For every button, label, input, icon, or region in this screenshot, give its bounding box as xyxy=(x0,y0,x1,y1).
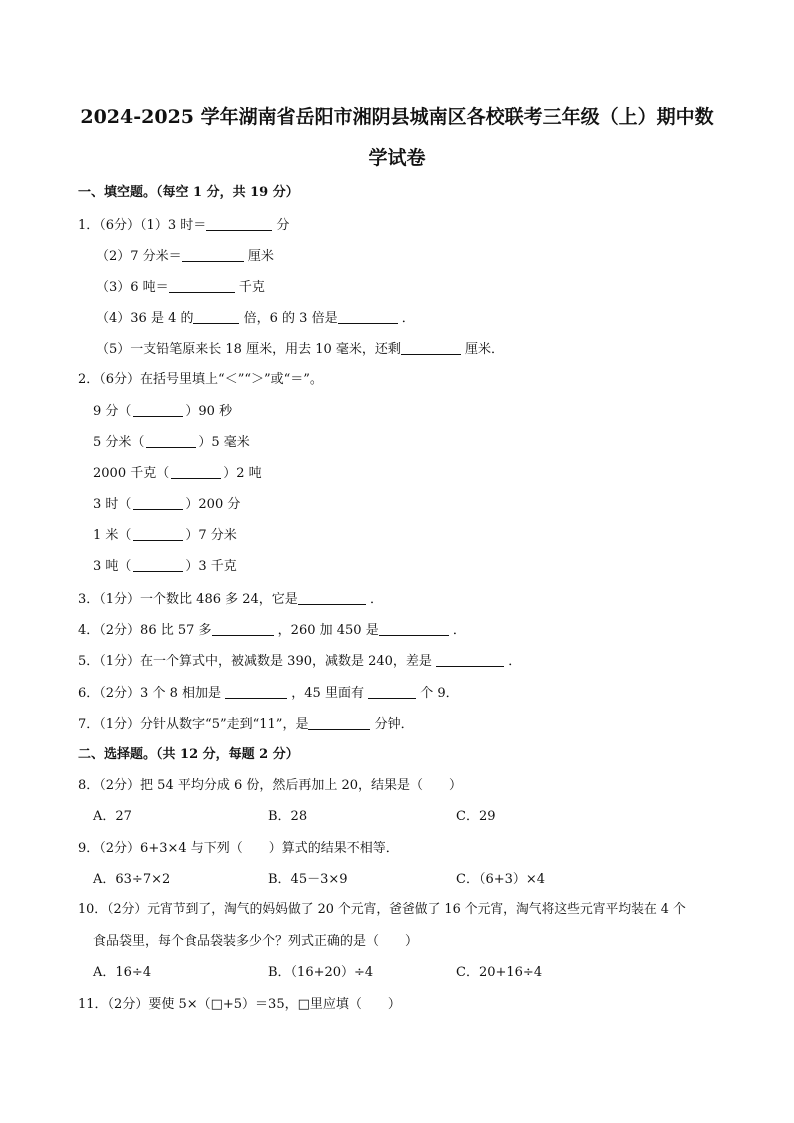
answer-blank[interactable] xyxy=(193,311,239,324)
answer-blank[interactable] xyxy=(338,311,398,324)
option-a[interactable]: A．16÷4 xyxy=(93,965,152,980)
question-1-part-2: （2）7 分米＝ 厘米 xyxy=(96,249,274,264)
answer-blank[interactable] xyxy=(206,218,272,231)
compare-item: 9 分（ ）90 秒 xyxy=(93,404,233,419)
title-line-1: 2024-2025 学年湖南省岳阳市湘阴县城南区各校联考三年级（上）期中数 xyxy=(80,106,714,128)
option-b[interactable]: B．45－3×9 xyxy=(268,872,348,887)
question-7: 7．（1分）分针从数字“5”走到“11”，是 分钟． xyxy=(78,717,414,732)
option-c[interactable]: C．29 xyxy=(456,809,496,824)
question-5: 5．（1分）在一个算式中，被减数是 390，减数是 240，差是 ． xyxy=(78,654,522,669)
compare-item: 3 吨（ ）3 千克 xyxy=(93,559,237,574)
option-a[interactable]: A．27 xyxy=(93,809,132,824)
question-1: 1．（6分）（1）3 时＝ 分 xyxy=(78,218,290,233)
answer-blank[interactable] xyxy=(225,686,287,699)
answer-blank[interactable] xyxy=(368,686,416,699)
answer-blank[interactable] xyxy=(401,342,461,355)
option-c[interactable]: C．20+16÷4 xyxy=(456,965,543,980)
page-title-line-2: 学试卷 xyxy=(368,147,426,169)
question-9: 9．（2分）6+3×4 与下列（ ）算式的结果不相等． xyxy=(78,841,399,856)
question-8: 8．（2分）把 54 平均分成 6 份，然后再加上 20，结果是（ ） xyxy=(78,778,463,793)
compare-blank[interactable] xyxy=(146,435,196,448)
option-c[interactable]: C．（6+3）×4 xyxy=(456,872,546,887)
question-1-part-5: （5）一支铅笔原来长 18 厘米，用去 10 毫米，还剩 厘米． xyxy=(96,342,505,357)
question-11: 11．（2分）要使 5×（□+5）＝35，□里应填（ ） xyxy=(78,997,401,1012)
option-b[interactable]: B．28 xyxy=(268,809,308,824)
question-2: 2．（6分）在括号里填上“＜”“＞”或“＝”。 xyxy=(78,372,323,387)
compare-blank[interactable] xyxy=(133,404,183,417)
option-a[interactable]: A．63÷7×2 xyxy=(93,872,171,887)
question-10: 10．（2分）元宵节到了，淘气的妈妈做了 20 个元宵，爸爸做了 16 个元宵，淘气将这些元宵平均装在 4 个 xyxy=(78,902,686,917)
section-choice-heading: 二、选择题。（共 12 分，每题 2 分） xyxy=(78,747,299,762)
question-1-part-3: （3）6 吨＝ 千克 xyxy=(96,280,265,295)
page-title xyxy=(60,108,734,127)
compare-blank[interactable] xyxy=(133,559,183,572)
question-4: 4．（2分）86 比 57 多 ，260 加 450 是 ． xyxy=(78,623,466,638)
question-1-part-4: （4）36 是 4 的 倍，6 的 3 倍是 ． xyxy=(96,311,415,326)
compare-blank[interactable] xyxy=(171,466,221,479)
answer-blank[interactable] xyxy=(379,623,449,636)
answer-blank[interactable] xyxy=(169,280,235,293)
answer-blank[interactable] xyxy=(298,592,366,605)
option-b[interactable]: B．（16+20）÷4 xyxy=(268,965,374,980)
question-6: 6．（2分）3 个 8 相加是 ，45 里面有 个 9． xyxy=(78,686,459,701)
question-3: 3．（1分）一个数比 486 多 24，它是 ． xyxy=(78,592,383,607)
question-10-line-2: 食品袋里，每个食品袋装多少个？列式正确的是（ ） xyxy=(93,934,419,949)
compare-item: 1 米（ ）7 分米 xyxy=(93,528,237,543)
compare-blank[interactable] xyxy=(133,497,183,510)
answer-blank[interactable] xyxy=(436,654,504,667)
answer-blank[interactable] xyxy=(182,249,244,262)
section-fill-heading: 一、填空题。（每空 1 分，共 19 分） xyxy=(78,185,299,200)
answer-blank[interactable] xyxy=(308,717,370,730)
compare-item: 5 分米（ ）5 毫米 xyxy=(93,435,250,450)
compare-blank[interactable] xyxy=(133,528,183,541)
compare-item: 3 时（ ）200 分 xyxy=(93,497,241,512)
answer-blank[interactable] xyxy=(212,623,274,636)
compare-item: 2000 千克（ ）2 吨 xyxy=(93,466,262,481)
